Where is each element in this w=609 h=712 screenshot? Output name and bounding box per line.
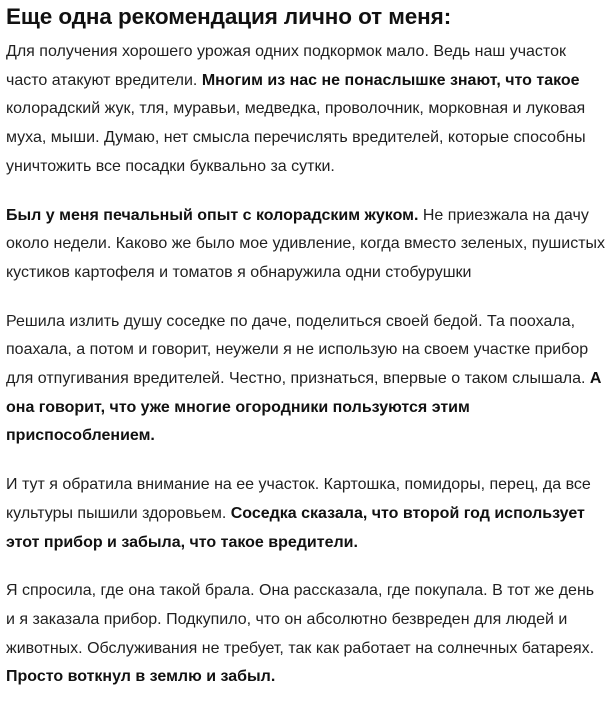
paragraph-text: Не приезжала на дачу около недели. Каково же было мое удивление, когда вместо зеленых, пушистых кустиков картофеля и томатов я обнаружила одни стобурушки bbox=[6, 206, 606, 281]
paragraph-1 bbox=[6, 38, 606, 182]
paragraph-3 bbox=[6, 308, 606, 452]
paragraph-2 bbox=[6, 202, 606, 288]
paragraph-text: Я спросила, где она такой брала. Она рассказала, где покупала. В тот же день и я заказала прибор. Подкупило, что он абсолютно безвреден для людей и животных. Обслуживания не требует, так как работает на солнечных батареях. bbox=[6, 582, 595, 657]
article-heading: Еще одна рекомендация лично от меня: bbox=[6, 4, 452, 29]
paragraph-text: колорадский жук, тля, муравьи, медведка, проволочник, морковная и луковая муха, мыши. Думаю, нет смысла перечислять вредителей, которые способны уничтожить все посадки буквально за сутки. bbox=[6, 100, 586, 175]
paragraph-bold-text: А она говорит, что уже многие огородники пользуются этим приспособлением. bbox=[6, 370, 602, 445]
article bbox=[6, 2, 606, 712]
paragraph-text: И тут я обратила внимание на ее участок. Картошка, помидоры, перец, да все культуры пышили здоровьем. bbox=[6, 476, 591, 522]
paragraph-bold-text: Соседка сказала, что второй год использует этот прибор и забыла, что такое вредители. bbox=[6, 504, 585, 551]
paragraph-text: Для получения хорошего урожая одних подкормок мало. Ведь наш участок часто атакуют вредители. bbox=[6, 43, 566, 89]
paragraph-bold-text: Многим из нас не понаслышке знают, что такое bbox=[201, 71, 580, 89]
paragraph-bold-text: Был у меня печальный опыт с колорадским жуком. bbox=[6, 206, 419, 224]
paragraph-bold-text: Просто воткнул в землю и забыл. bbox=[6, 668, 276, 686]
paragraph-5 bbox=[6, 577, 606, 692]
paragraph-text: Решила излить душу соседке по даче, поделиться своей бедой. Та поохала, поахала, а потом и говорит, неужели я не использую на своем участке прибор для отпугивания вредителей. Честно, признаться, впервые о таком слышала. bbox=[6, 312, 590, 388]
paragraph-4 bbox=[6, 471, 606, 557]
